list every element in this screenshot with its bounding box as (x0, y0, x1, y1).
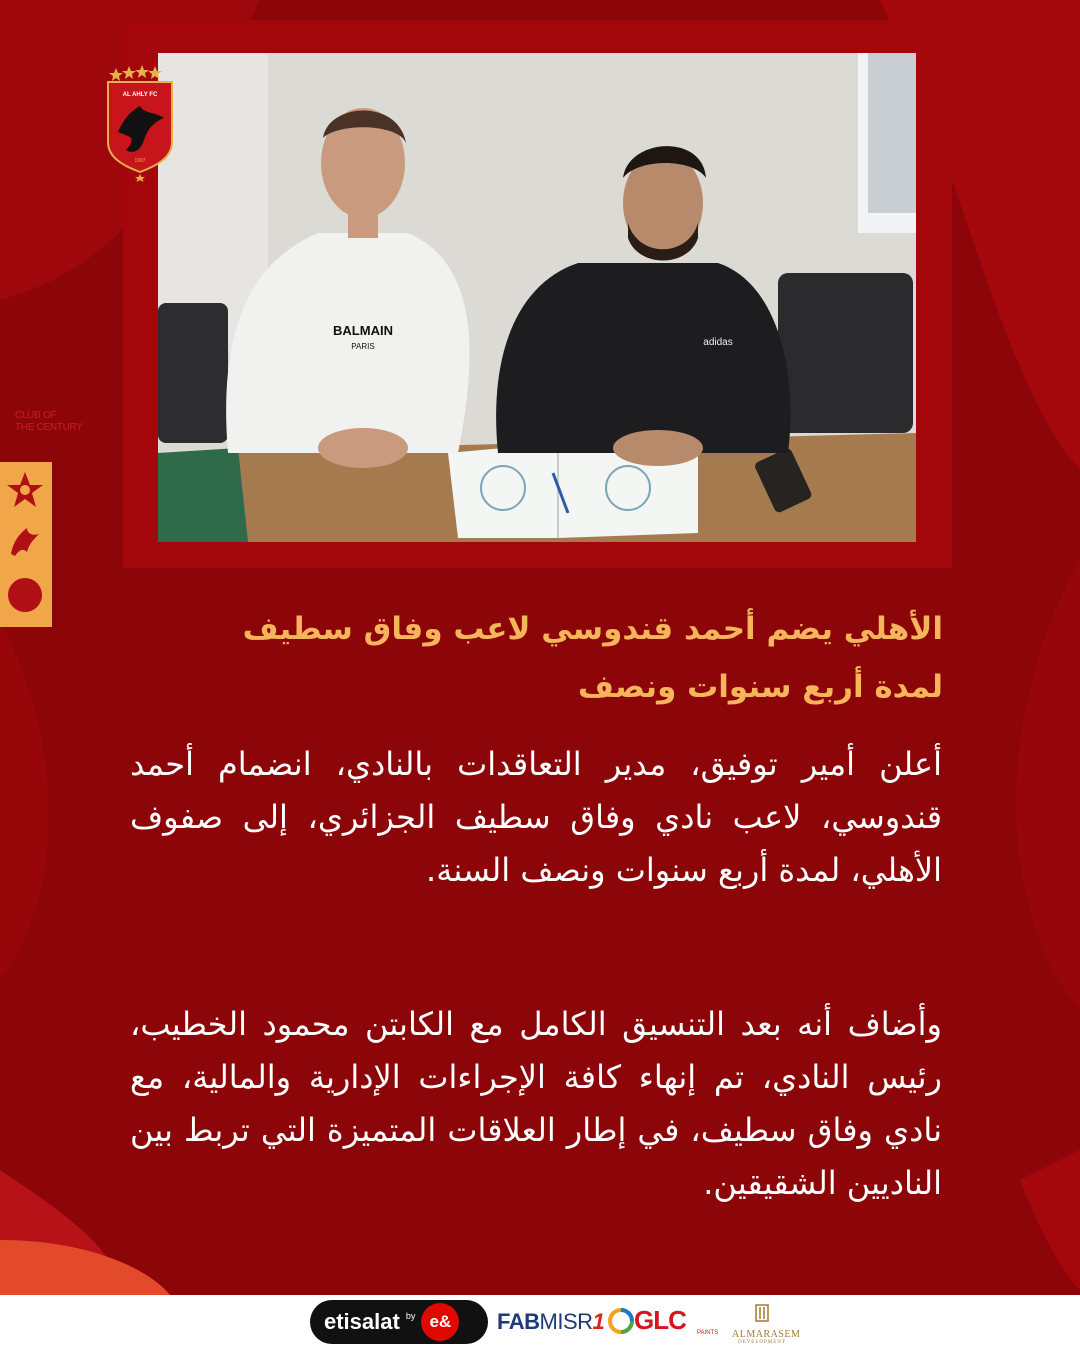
glc-subtext: PAINTS (697, 1330, 719, 1336)
etisalat-by: by (405, 1311, 416, 1321)
signing-photo (158, 53, 916, 542)
jacket-text: adidas (703, 337, 733, 348)
logo-text: AL AHLY FC (122, 92, 158, 98)
circle-icon (5, 575, 45, 615)
eagle-icon (5, 520, 45, 560)
body-paragraph-2: وأضاف أنه بعد التنسيق الكامل مع الكابتن محمود الخطيب، رئيس النادي، تم إنهاء كافة الإجراءات الإدارية والمالية، مع نادي وفاق سطيف، في إطار العلاقات المتميزة التي تربط بين الناديين الشقيقين. (130, 1005, 942, 1202)
club-crest-logo (104, 62, 176, 182)
side-label-line2: THE CENTURY (15, 422, 83, 433)
headline (103, 600, 943, 716)
almarasem-name: ALMARASEM (732, 1329, 801, 1340)
headline-line1: الأهلي يضم أحمد قندوسي لاعب وفاق سطيف (242, 611, 943, 647)
almarasem-logo (732, 1304, 801, 1345)
almarasem-emblem-icon (754, 1304, 770, 1322)
side-label (15, 410, 83, 434)
glc-logo (608, 1305, 686, 1336)
side-accent-strip (0, 462, 52, 627)
fab-misr-logo: FABMISR1 (497, 1309, 605, 1334)
body-paragraph-1: أعلن أمير توفيق، مدير التعاقدات بالنادي، انضمام أحمد قندوسي، لاعب نادي وفاق سطيف الجزائري، إلى صفوف الأهلي، لمدة أربع سنوات ونصف السنة. (130, 745, 942, 889)
shirt-text-1: BALMAIN (333, 323, 393, 338)
glc-swirl-icon (608, 1308, 634, 1334)
etisalat-logo (310, 1300, 488, 1344)
star-icon (5, 470, 45, 510)
shirt-text-2: PARIS (351, 342, 375, 351)
misr-text: MISR (539, 1309, 593, 1334)
e-and-logo: e& (421, 1303, 459, 1341)
logo-year: 1907 (134, 158, 146, 164)
etisalat-name: etisalat (324, 1309, 400, 1334)
fab-text: FAB (497, 1309, 540, 1334)
headline-line2: لمدة أربع سنوات ونصف (577, 669, 943, 705)
glc-text: GLC (634, 1305, 686, 1335)
side-label-line1: CLUB OF (15, 410, 57, 421)
almarasem-sub: DEVELOPMENT (738, 1340, 786, 1345)
